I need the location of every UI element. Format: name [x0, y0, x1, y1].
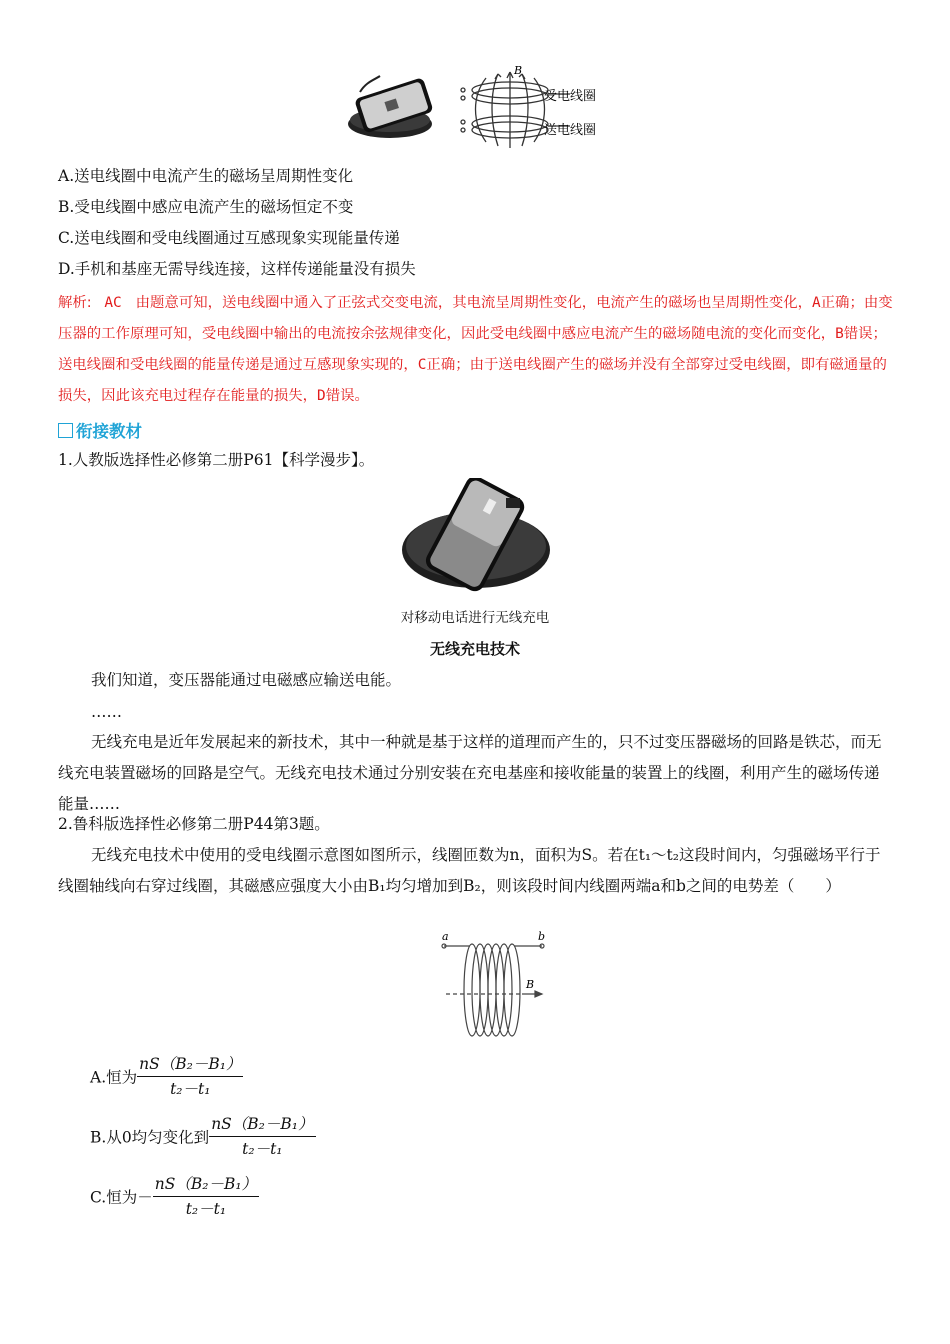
ref1-paragraph-2: ……: [91, 703, 122, 721]
option-b: B.受电线圈中感应电流产生的磁场恒定不变: [58, 198, 354, 216]
charger-coil-diagram: [340, 62, 620, 152]
ref2-problem: 无线充电技术中使用的受电线圈示意图如图所示，线圈匝数为n，面积为S。若在t₁～t₂这段时间内，匀强磁场平行于线圈轴线向右穿过线圈，其磁感应强度大小由B₁均匀增加到B₂，则该段时间内线圈两端a和b之间的电势差（ ）: [58, 846, 881, 895]
ref2-option-b: [90, 1112, 316, 1161]
analysis-block: [58, 288, 894, 412]
solenoid-diagram: [430, 928, 560, 1040]
fraction-denominator: t₂－t₁: [242, 1140, 283, 1158]
option-d: D.手机和基座无需导线连接，这样传递能量没有损失: [58, 260, 416, 278]
figure-label-b: B: [514, 64, 523, 77]
ref2-option-c-fraction: [153, 1172, 259, 1221]
ref2-option-a: [90, 1052, 243, 1101]
figure-label-receive: 受电线圈: [544, 89, 597, 104]
fig-label-field: B: [526, 978, 535, 991]
ref2-option-a-fraction: [137, 1052, 243, 1101]
option-a: A.送电线圈中电流产生的磁场呈周期性变化: [58, 167, 354, 185]
figure-label-send: 送电线圈: [544, 123, 597, 138]
analysis-label: 解析:: [58, 295, 92, 311]
ref1-heading: 1.人教版选择性必修第二册P61【科学漫步】。: [58, 451, 375, 469]
fraction-numerator: nS（B₂－B₁）: [137, 1052, 243, 1077]
phone-charger-photo: [398, 478, 552, 598]
analysis-answer: AC: [104, 295, 122, 311]
fraction-numerator: nS（B₂－B₁）: [209, 1112, 315, 1137]
section-heading: [58, 418, 142, 442]
ref2-option-b-fraction: [209, 1112, 315, 1161]
checkbox-icon: [58, 423, 73, 438]
ref2-option-a-label: A.恒为: [90, 1068, 138, 1087]
article-title: 无线充电技术: [429, 640, 520, 658]
ref2-heading: 2.鲁科版选择性必修第二册P44第3题。: [58, 815, 330, 833]
fig-label-b: b: [538, 930, 546, 943]
analysis-text: 由题意可知，送电线圈中通入了正弦式交变电流，其电流呈周期性变化，电流产生的磁场也呈周期性变化，A正确；由变压器的工作原理可知，受电线圈中输出的电流按余弦规律变化，因此受电线圈中感应电流产生的磁场随电流的变化而变化，B错误；送电线圈和受电线圈的能量传递是通过互感现象实现的，C正确；由于送电线圈产生的磁场并没有全部穿过受电线圈，即有磁通量的损失，因此该充电过程存在能量的损失，D错误。: [58, 295, 893, 404]
ref1-paragraph-3: 无线充电是近年发展起来的新技术，其中一种就是基于这样的道理而产生的，只不过变压器磁场的回路是铁芯，而无线充电装置磁场的回路是空气。无线充电技术通过分别安装在充电基座和接收能量的装置上的线圈，利用产生的磁场传递能量……: [58, 733, 882, 813]
coil-figure: [430, 928, 560, 1040]
ref2-option-b-label: B.从0均匀变化到: [90, 1128, 210, 1147]
phone-charging-icon: [398, 478, 552, 598]
ref1-paragraph-1: 我们知道，变压器能通过电磁感应输送电能。: [91, 671, 402, 689]
fig-label-a: a: [442, 930, 449, 943]
figure-charger-coils: [340, 62, 620, 152]
option-c: C.送电线圈和受电线圈通过互感现象实现能量传递: [58, 229, 400, 247]
fraction-denominator: t₂－t₁: [185, 1200, 227, 1218]
fraction-numerator: nS（B₂－B₁）: [153, 1172, 259, 1197]
fraction-denominator: t₂－t₁: [170, 1080, 211, 1098]
section-title: 衔接教材: [76, 422, 142, 441]
ref2-option-c-label: C.恒为－: [90, 1188, 153, 1207]
ref2-option-c: [90, 1172, 259, 1221]
photo-caption: 对移动电话进行无线充电: [400, 610, 550, 626]
